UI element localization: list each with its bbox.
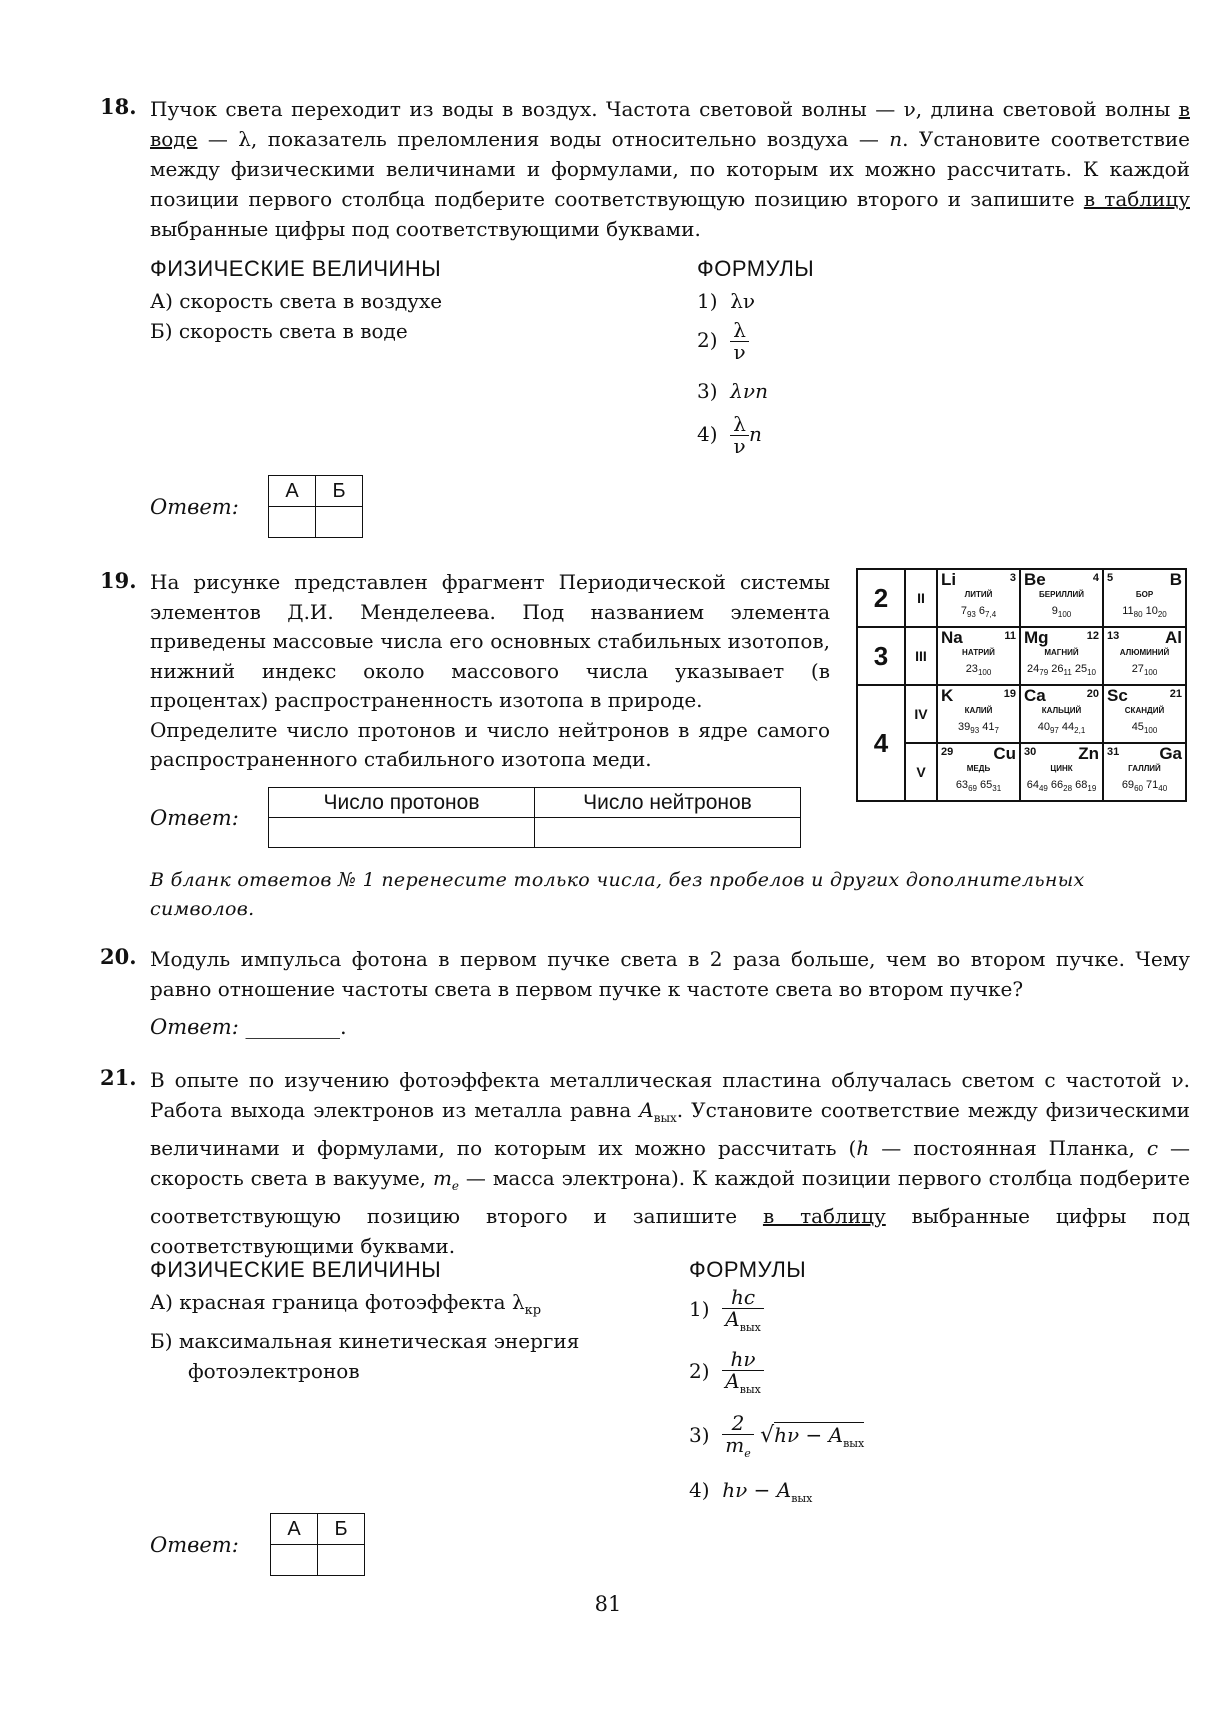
isotope-mass: 26 [1051,663,1064,675]
element-name: ГАЛЛИЙ [1128,764,1161,773]
element-cell-b [1103,569,1186,627]
question-number: 21. [100,1065,137,1090]
answer-cell-b[interactable] [318,1545,365,1576]
isotope-abundance: 100 [1143,726,1158,736]
isotope-abundance: 79 [1039,668,1049,678]
isotope-abundance: 7,4 [985,610,997,620]
element-cell-cu [937,743,1020,801]
isotope-mass: 64 [1026,779,1039,791]
element-symbol: Li [941,570,957,589]
atomic-number: 20 [1086,688,1099,700]
answer-cell-a[interactable] [269,507,316,538]
isotope-abundance: 100 [1057,610,1072,620]
question-number: 20. [100,944,137,969]
isotopes [1104,779,1185,793]
formula-2: 2) $\frac{h\nu}{A_{вых}}$ [689,1349,949,1413]
element-name: СКАНДИЙ [1124,706,1165,715]
row-number: II [905,569,937,627]
element-cell-li [937,569,1020,627]
isotope-mass: 7 [960,605,967,617]
formulas-list [689,1287,949,1515]
element-name: МАГНИЙ [1044,648,1079,657]
question-text: Модуль импульса фотона в первом пучке света в 2 раза больше, чем во втором пучке. Чему равно отношение частоты света в первом пучке к частоте света во втором пучке? [150,947,1190,1001]
isotope-mass: 11 [1122,605,1134,617]
question-19 [100,568,830,775]
isotope-abundance: 40 [1158,784,1168,794]
neutrons-header: Число нейтронов [535,788,801,818]
question-number: 19. [100,568,137,593]
question-20 [100,944,1190,1004]
quantities-header: ФИЗИЧЕСКИЕ ВЕЛИЧИНЫ [150,256,442,281]
answer-line-20: Ответ: _________. [150,1015,347,1039]
protons-header: Число протонов [269,788,535,818]
isotope-mass: 25 [1074,663,1088,675]
element-cell-mg [1020,627,1103,685]
isotope-mass: 9 [1051,605,1058,617]
protons-answer-cell[interactable] [269,818,535,848]
element-cell-al [1103,627,1186,685]
question-text: Пучок света переходит из воды в воздух. Частота световой волны — ν, длина световой волны в воде — λ, показатель преломления воды относительно воздуха — n. Установите соответствие между физическими величинами и формулами, по которым их можно рассчитать. К каждой позиции первого столбца подберите соответствующую позицию второго и запишите в таблицу выбранные цифры под соответствующими буквами. [150,97,1190,241]
period-number: 2 [857,569,905,627]
period-number: 4 [857,685,905,801]
answer-col-b: Б [318,1514,365,1545]
isotope-abundance: 93 [966,610,976,620]
isotope-mass: 39 [958,721,971,733]
element-symbol: Ga [1159,744,1182,763]
periodic-table-fragment [856,568,1187,802]
element-name: БОР [1135,590,1154,599]
isotope-abundance: 100 [1143,668,1158,678]
isotopes [1021,779,1102,793]
isotopes [1104,721,1185,735]
isotope-mass: 65 [980,779,993,791]
element-name: КАЛЬЦИЙ [1041,706,1082,715]
isotope-mass: 69 [1121,779,1135,791]
isotope-abundance: 7 [994,726,999,736]
question-text: На рисунке представлен фрагмент Периодической системы элементов Д.И. Менделеева. Под названием элемента приведены массовые числа его основных стабильных изотопов, нижний индекс около массового числа указывает (в процентах) распространенность изотопа в природе. Определите число протонов и число нейтронов в ядре самого распространенного стабильного изотопа меди. [150,570,830,771]
isotope-mass: 24 [1027,663,1040,675]
formula-4: 4) $\frac{\lambda}{\nu}$ n [697,412,762,458]
element-cell-k [937,685,1020,743]
element-cell-ga [1103,743,1186,801]
isotopes [1104,663,1185,677]
atomic-number: 5 [1107,572,1114,584]
answer-cell-a[interactable] [271,1545,318,1576]
formulas-header: ФОРМУЛЫ [697,256,815,281]
formula-1: 1) $\frac{hc}{A_{вых}}$ [689,1287,949,1349]
element-name: ЛИТИЙ [964,590,993,599]
element-symbol: Na [941,628,963,647]
element-cell-be [1020,569,1103,627]
isotope-mass: 71 [1146,779,1159,791]
isotope-mass: 45 [1131,721,1144,733]
isotope-mass: 23 [965,663,978,675]
answer-label: Ответ: [150,806,239,830]
isotope-mass: 66 [1050,779,1064,791]
element-name: ЦИНК [1050,764,1073,773]
isotopes [938,721,1019,735]
atomic-number: 31 [1107,746,1120,758]
page-number: 81 [594,1592,622,1616]
quantity-b-cont: фотоэлектронов [188,1359,360,1383]
element-symbol: Sc [1107,686,1128,705]
isotope-mass: 41 [982,721,995,733]
element-symbol: K [941,686,954,705]
neutrons-answer-cell[interactable] [535,818,801,848]
isotope-abundance: 80 [1133,610,1143,620]
quantities-list [150,286,442,346]
element-cell-sc [1103,685,1186,743]
isotopes [1021,663,1102,677]
isotope-abundance: 19 [1087,784,1097,794]
element-name: НАТРИЙ [962,648,995,657]
atomic-number: 13 [1107,630,1120,642]
element-symbol: Al [1165,628,1182,647]
element-name: АЛЮМИНИЙ [1119,648,1170,657]
isotope-abundance: 10 [1087,668,1096,678]
atomic-number: 29 [941,746,954,758]
isotope-abundance: 69 [968,784,977,794]
quantities-list [150,1287,579,1386]
formula-4: 4) $h\nu - A_{вых}$ [689,1478,813,1505]
element-symbol: Ca [1024,686,1046,705]
isotopes [1021,721,1102,735]
row-number: III [905,627,937,685]
isotope-abundance: 93 [970,726,980,736]
isotope-mass: 10 [1145,605,1158,617]
period-number: 3 [857,627,905,685]
element-symbol: Zn [1078,744,1099,763]
element-cell-zn [1020,743,1103,801]
isotope-mass: 27 [1131,663,1144,675]
isotope-abundance: 49 [1038,784,1048,794]
isotope-abundance: 11 [1063,668,1072,678]
question-21 [100,1065,1190,1261]
element-name: БЕРИЛЛИЙ [1039,590,1084,599]
element-symbol: B [1169,570,1182,589]
answer-label: Ответ: [150,1533,239,1557]
formulas-header: ФОРМУЛЫ [689,1257,807,1282]
isotope-abundance: 100 [977,668,992,678]
formula-3: 3) λνn [697,379,768,403]
answer-col-a: А [271,1514,318,1545]
quantities-header: ФИЗИЧЕСКИЕ ВЕЛИЧИНЫ [150,1257,442,1282]
element-cell-ca [1020,685,1103,743]
atomic-number: 3 [1009,572,1016,584]
isotope-abundance: 60 [1134,784,1143,794]
isotope-mass: 6 [978,605,986,617]
quantity-b: Б) максимальная кинетическая энергия [150,1329,580,1353]
answer-col-b: Б [316,476,363,507]
answer-col-a: А [269,476,316,507]
isotopes [1021,605,1102,619]
quantity-a: А) красная граница фотоэффекта $\lambda_{кр}$ [150,1290,542,1318]
element-symbol: Mg [1024,628,1049,647]
isotope-abundance: 20 [1157,610,1167,620]
element-name: КАЛИЙ [964,706,993,715]
atomic-number: 19 [1003,688,1016,700]
answer-blank[interactable]: _________. [245,1015,347,1039]
isotopes [1104,605,1185,619]
answer-table-18 [268,475,363,538]
formula-2: 2) $\frac{\lambda}{\nu}$ [697,320,897,376]
formulas-list [697,286,897,464]
isotope-abundance: 97 [1049,726,1059,736]
atomic-number: 21 [1169,688,1182,700]
atomic-number: 11 [1004,630,1016,642]
isotopes [938,605,1019,619]
atomic-number: 4 [1092,572,1099,584]
isotopes [938,779,1019,793]
quantity-a: А) скорость света в воздухе [150,289,443,313]
isotope-mass: 68 [1075,779,1088,791]
formula-1: 1) λν [697,289,756,313]
formula-3: 3) $\frac{2}{m_e}$ $√h\nu - A_{вых}$ [689,1411,865,1460]
question-number: 18. [100,94,137,119]
answer-table-19 [268,787,801,848]
question-18 [100,94,1190,244]
answer-cell-b[interactable] [316,507,363,538]
isotope-mass: 63 [955,779,969,791]
row-number: IV [905,685,937,743]
element-symbol: Cu [993,744,1016,763]
element-name: МЕДЬ [966,764,991,773]
isotope-mass: 40 [1037,721,1050,733]
isotope-abundance: 31 [992,784,1002,794]
element-symbol: Be [1024,570,1046,589]
atomic-number: 30 [1024,746,1037,758]
answer-label: Ответ: [150,495,239,519]
atomic-number: 12 [1086,630,1099,642]
row-number: V [905,743,937,801]
element-cell-na [937,627,1020,685]
quantity-b: Б) скорость света в воде [150,319,408,343]
question-text: В опыте по изучению фотоэффекта металлическая пластина облучалась светом с частотой ν. Работа выхода электронов из металла равна $A_{вых}$. Установите соответствие между физическими величинами и формулами, по которым их можно рассчитать (h — постоянная Планка, c — скорость света в вакууме, $m_e$ — масса электрона). К каждой позиции первого столбца подберите соответствующую позицию второго и запишите в таблицу выбранные цифры под соответствующими буквами. [150,1068,1191,1258]
isotopes [938,663,1019,677]
isotope-mass: 44 [1061,721,1075,733]
isotope-abundance: 2,1 [1074,726,1086,736]
answer-table-21 [270,1513,365,1576]
instruction-note: В бланк ответов № 1 перенесите только числа, без пробелов и других дополнительных символов. [150,869,1085,920]
isotope-abundance: 28 [1063,784,1073,794]
